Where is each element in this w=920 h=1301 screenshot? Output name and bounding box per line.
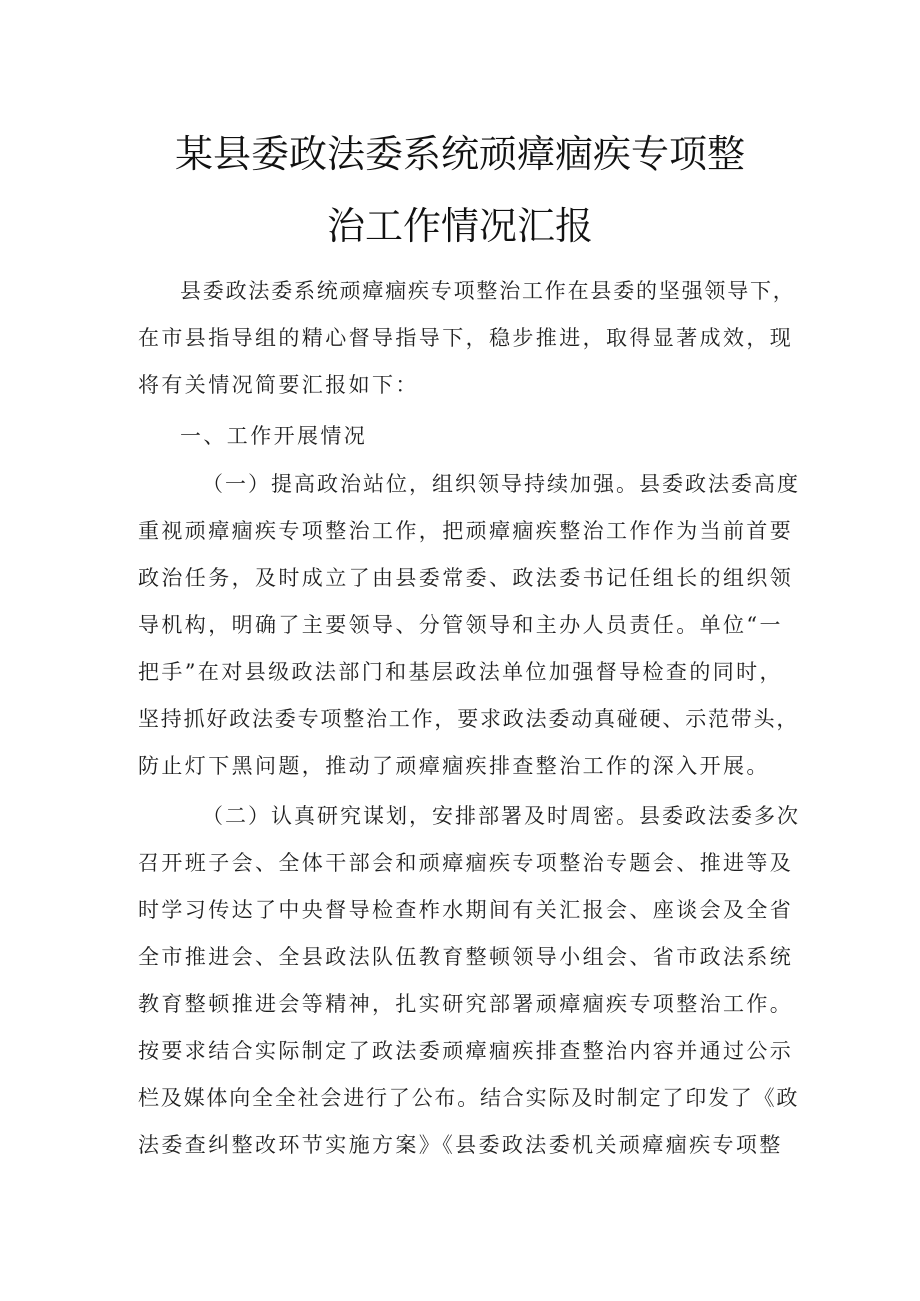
paragraph-line: 法委查纠整改环节实施方案》《县委政法委机关顽瘴痼疾专项整 [138,1133,783,1157]
paragraph-line: 在市县指导组的精心督导指导下，稳步推进，取得显著成效，现 [138,326,794,350]
paragraph-line: 把手”在对县级政法部门和基层政法单位加强督导检查的同时， [138,660,783,684]
paragraph-line: 县委政法委系统顽瘴痼疾专项整治工作在县委的坚强领导下， [180,279,796,303]
paragraph-line: 导机构，明确了主要领导、分管领导和主办人员责任。单位“一 [138,613,783,637]
paragraph-line: 按要求结合实际制定了政法委顽瘴痼疾排查整治内容并通过公示 [138,1039,794,1063]
subsection-heading-line: （二）认真研究谋划，安排部署及时周密。县委政法委多次 [202,804,800,828]
paragraph-line: 全市推进会、全县政法队伍教育整顿领导小组会、省市政法系统 [138,945,794,969]
paragraph-line: 坚持抓好政法委专项整治工作，要求政法委动真碰硬、示范带头， [138,707,800,731]
document-title-line-1: 某县委政法委系统顽瘴痼疾专项整 [174,132,745,176]
paragraph-line: 时学习传达了中央督导检查柞水期间有关汇报会、座谈会及全省 [138,898,794,922]
section-heading: 一、工作开展情况 [180,424,368,448]
paragraph-line: 召开班子会、全体干部会和顽瘴痼疾专项整治专题会、推进等及 [138,851,794,875]
paragraph-line: 将有关情况简要汇报如下： [138,373,419,397]
paragraph-line: 栏及媒体向全全社会进行了公布。结合实际及时制定了印发了《政 [138,1086,800,1110]
paragraph-line: 防止灯下黑问题，推动了顽瘴痼疾排查整治工作的深入开展。 [138,754,770,778]
document-title-line-2: 治工作情况汇报 [326,204,593,248]
subsection-heading-line: （一）提高政治站位，组织领导持续加强。县委政法委高度 [202,472,800,496]
paragraph-line: 政治任务，及时成立了由县委常委、政法委书记任组长的组织领 [138,566,794,590]
paragraph-line: 重视顽瘴痼疾专项整治工作，把顽瘴痼疾整治工作作为当前首要 [138,519,794,543]
paragraph-line: 教育整顿推进会等精神，扎实研究部署顽瘴痼疾专项整治工作。 [138,992,794,1016]
